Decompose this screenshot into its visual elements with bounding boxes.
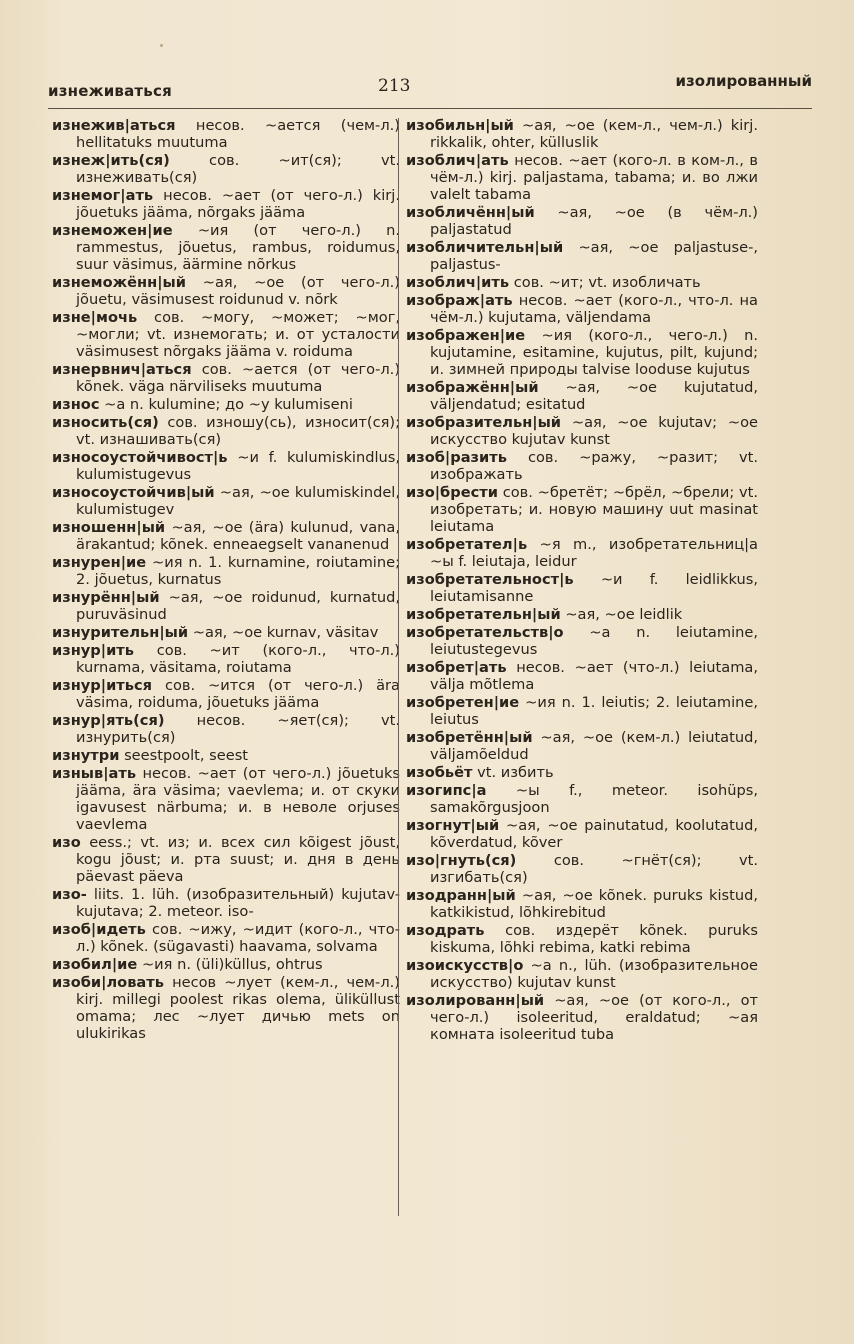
header-rule	[48, 108, 812, 109]
dictionary-entry	[406, 888, 758, 922]
entry-definition: ~ая, ~ое kujutatud, väljendatud; esitatud	[430, 378, 758, 413]
entry-definition: seestpoolt, seest	[124, 747, 249, 764]
dictionary-entry	[406, 415, 758, 449]
entry-definition: ~ая, ~ое paljastuse-, paljastus-	[430, 238, 758, 273]
entry-headword: изогипс|а	[406, 782, 487, 799]
entry-definition: сов. ~ражу, ~разит; vt. изображать	[430, 448, 759, 483]
entry-headword: изобьёт	[406, 763, 473, 781]
entry-definition: ~а n., lüh. (изобразительное искусство) kujutav kunst	[430, 957, 759, 991]
entry-headword: изнур|ить	[52, 642, 134, 659]
entry-headword: изо-	[52, 885, 87, 903]
entry-definition: ~ая, ~ое (от чего-л.) jõuetu, väsimusest roidunud v. nõrk	[76, 273, 401, 308]
entry-definition: сов. ~бретёт; ~брёл, ~брели; vt. изобретать; и. новую машину uut masinat leiutama	[430, 483, 759, 535]
entry-definition: ~ия n. 1. kurnamine, roiutamine; 2. jõuetus, kurnatus	[76, 553, 400, 588]
dictionary-entry	[406, 485, 758, 536]
dictionary-entry	[406, 730, 758, 764]
entry-definition: ~ая, ~ое kulumiskindel, kulumistugev	[76, 483, 401, 518]
dictionary-entry	[406, 293, 758, 327]
entry-headword: изобил|ие	[52, 955, 138, 973]
entry-headword: изобретённ|ый	[406, 728, 533, 746]
entry-headword: изнеможен|ие	[52, 222, 173, 239]
dictionary-entry	[406, 695, 758, 729]
entry-definition: сов. изношу(сь), износит(ся); vt. изнашивать(ся)	[76, 413, 400, 448]
entry-definition: ~а n. leiutamine, leiutustegevus	[430, 623, 758, 658]
entry-headword: износоустойчивост|ь	[52, 448, 228, 466]
entry-headword: изнемог|ать	[52, 187, 154, 204]
entry-headword: изображ|ать	[406, 292, 513, 309]
entry-definition: ~ия n. 1. leiutis; 2. leiutamine, leiutus	[430, 693, 759, 728]
entry-headword: изнурен|ие	[52, 553, 147, 571]
dictionary-entry	[406, 240, 758, 274]
page-header	[48, 72, 812, 106]
paper-speck	[160, 44, 163, 47]
dictionary-entry	[52, 555, 400, 589]
dictionary-entry	[52, 590, 400, 624]
page-number: 213	[378, 76, 411, 96]
dictionary-entry	[406, 993, 758, 1044]
entry-definition: ~ия n. (üli)küllus, ohtrus	[141, 955, 323, 973]
entry-headword: изобретательност|ь	[406, 570, 574, 588]
entry-definition: ~и f. leidlikkus, leiutamisanne	[430, 570, 758, 605]
entry-headword: изображен|ие	[406, 327, 526, 344]
entry-headword: изне|мочь	[52, 308, 138, 326]
dictionary-entry	[52, 520, 400, 554]
entry-headword: изнурительн|ый	[52, 623, 189, 641]
dictionary-entry	[52, 713, 400, 747]
entry-headword: износить(ся)	[52, 413, 159, 431]
dictionary-entry	[406, 625, 758, 659]
entry-headword: изоблич|ать	[406, 152, 509, 169]
dictionary-entry	[52, 223, 400, 274]
entry-definition: ~ая, ~ое roidunud, kurnatud, puruväsinud	[76, 588, 400, 623]
entry-headword: изо	[52, 833, 81, 851]
entry-definition: сов. ~ит(ся); vt. изнеживать(ся)	[76, 152, 401, 186]
dictionary-entry	[406, 607, 758, 624]
entry-definition: сов. ~ится (от чего-л.) ära väsima, roiduma, jõuetuks jääma	[76, 677, 400, 711]
entry-definition: ~ая, ~ое kurnav, väsitav	[192, 623, 379, 641]
dictionary-entry	[52, 310, 400, 361]
dictionary-entry	[52, 678, 400, 712]
entry-definition: ~я m., изобретательниц|а ~ы f. leiutaja, leidur	[430, 535, 758, 570]
entry-definition: ~ая, ~ое (от кого-л., от чего-л.) isoleeritud, eraldatud; ~ая комната isoleeritud tuba	[430, 992, 758, 1043]
entry-definition: ~ы f., meteor. isohüps, samakõrgusjoon	[430, 782, 758, 816]
dictionary-entry	[406, 537, 758, 571]
entry-headword: изодранн|ый	[406, 887, 516, 904]
entry-headword: изо|гнуть(ся)	[406, 852, 517, 869]
entry-definition: ~ия (кого-л., чего-л.) n. kujutamine, esitamine, kujutus, pilt, kujund; и. зимней природы talvise looduse kujutus	[430, 327, 759, 378]
dictionary-entry	[52, 275, 400, 309]
dictionary-entry	[406, 783, 758, 817]
dictionary-entry	[406, 572, 758, 606]
dictionary-entry	[52, 887, 400, 921]
entry-definition: ~ия (от чего-л.) n. rammestus, jõuetus, rambus, roidumus, suur väsimus, äärmine nõrkus	[76, 222, 401, 273]
entry-definition: ~ая, ~ое kujutav; ~ое искусство kujutav kunst	[430, 413, 758, 448]
entry-headword: изнежив|аться	[52, 117, 176, 134]
entry-headword: изобретательств|о	[406, 623, 564, 641]
entry-headword: изоби|ловать	[52, 973, 164, 991]
entry-headword: изныв|ать	[52, 765, 137, 783]
entry-headword: изнервнич|аться	[52, 360, 192, 378]
entry-definition: сов. ~ается (от чего-л.) kõnek. väga närviliseks muutuma	[76, 360, 401, 395]
entry-definition: ~ая, ~ое kõnek. puruks kistud, katkikistud, lõhkirebitud	[430, 887, 759, 921]
entry-definition: несов. ~яет(ся); vt. изнурить(ся)	[76, 712, 400, 746]
entry-headword: изнур|ять(ся)	[52, 712, 165, 729]
entry-headword: изнеможённ|ый	[52, 273, 186, 291]
left-column	[52, 118, 400, 1044]
dictionary-entry	[52, 922, 400, 956]
entry-headword: изобразительн|ый	[406, 413, 562, 431]
entry-definition: несов. ~ается (чем-л.) hellitatuks muutuma	[76, 117, 400, 151]
entry-headword: изолированн|ый	[406, 992, 545, 1009]
column-divider	[398, 118, 399, 1216]
entry-definition: несов. ~ает (что-л.) leiutama, välja mõtlema	[430, 658, 758, 693]
dictionary-entry	[52, 153, 400, 187]
entry-headword: изобрет|ать	[406, 658, 507, 676]
dictionary-entry	[52, 766, 400, 834]
entry-definition: несов ~лует (кем-л., чем-л.) kirj. millegi poolest rikas olema, üliküllust omama; лес ~лует дичью mets on ulukirikas	[76, 973, 400, 1042]
right-column	[406, 118, 758, 1045]
entry-definition: ~ая, ~ое leidlik	[565, 605, 683, 623]
entry-definition: сов. ~ижу, ~идит (кого-л., что-л.) kõnek. (sügavasti) haavama, solvama	[76, 920, 401, 955]
dictionary-entry	[52, 957, 400, 974]
entry-definition: несов. ~ает (кого-л. в ком-л., в чём-л.) kirj. paljastama, tabama; и. во лжи valelt tabama	[430, 152, 758, 203]
entry-headword: изогнут|ый	[406, 817, 500, 834]
dictionary-entry	[52, 975, 400, 1043]
entry-headword: изоб|идеть	[52, 920, 146, 938]
entry-headword: изоблич|ить	[406, 273, 510, 291]
entry-definition: ~ая, ~ое (кем-л.) leiutatud, väljamõeldud	[430, 728, 758, 763]
entry-definition: ~и f. kulumiskindlus, kulumistugevus	[76, 448, 401, 483]
entry-headword: изношенн|ый	[52, 518, 166, 536]
entry-headword: изнурённ|ый	[52, 588, 160, 606]
entry-headword: изо|брести	[406, 483, 498, 501]
entry-definition: несов. ~ает (от чего-л.) kirj. jõuetuks jääma, nõrgaks jääma	[76, 187, 400, 221]
entry-definition: сов. ~могу, ~может; ~мог, ~могли; vt. изнемогать; и. от усталости väsimusest nõrgaks jääma v. roiduma	[76, 308, 400, 360]
entry-definition: liits. 1. lüh. (изобразительный) kujutav- kujutava; 2. meteor. iso-	[76, 885, 401, 920]
dictionary-entry	[52, 188, 400, 222]
dictionary-entry	[406, 118, 758, 152]
entry-definition: несов. ~ает (от чего-л.) jõuetuks jääma, ära väsima; vaevlema; и. от скуки igavusest närbuma; и. в неволе orjuses vaevlema	[76, 765, 401, 833]
dictionary-entry	[52, 450, 400, 484]
entry-headword: изобретател|ь	[406, 535, 528, 553]
entry-definition: несов. ~ает (кого-л., что-л. на чём-л.) kujutama, väljendama	[430, 292, 759, 326]
entry-headword: износоустойчив|ый	[52, 483, 215, 501]
running-head-right: изолированный	[675, 72, 812, 90]
entry-headword: изобретательн|ый	[406, 605, 561, 623]
entry-headword: изобильн|ый	[406, 117, 514, 134]
entry-headword: изоб|разить	[406, 448, 507, 466]
dictionary-entry	[52, 643, 400, 677]
dictionary-entry	[52, 397, 400, 414]
dictionary-entry	[406, 765, 758, 782]
entry-definition: vt. избить	[477, 763, 554, 781]
entry-headword: изобличительн|ый	[406, 238, 564, 256]
entry-headword: изображённ|ый	[406, 378, 539, 396]
running-head-left: изнеживаться	[48, 82, 172, 100]
entry-definition: eess.; vt. из; и. всех сил kõigest jõust, kogu jõust; и. рта suust; и. дня в день päevast päeva	[76, 833, 401, 885]
entry-definition: сов. ~гнёт(ся); vt. изгибать(ся)	[430, 852, 758, 886]
dictionary-entry	[406, 328, 758, 379]
entry-definition: ~ая, ~ое (ära) kulunud, vana, ärakantud; kõnek. enneaegselt vananenud	[76, 518, 401, 553]
dictionary-entry	[406, 853, 758, 887]
dictionary-entry	[52, 835, 400, 886]
entry-headword: изобретен|ие	[406, 693, 520, 711]
dictionary-entry	[52, 748, 400, 765]
entry-headword: изнур|иться	[52, 677, 153, 694]
dictionary-entry	[52, 118, 400, 152]
entry-headword: изобличённ|ый	[406, 203, 535, 221]
entry-headword: изнеж|ить(ся)	[52, 152, 170, 169]
entry-definition: сов. ~ит (кого-л., что-л.) kurnama, väsitama, roiutama	[76, 642, 400, 676]
dictionary-entry	[406, 923, 758, 957]
dictionary-entry	[406, 660, 758, 694]
entry-headword: изоискусств|о	[406, 957, 524, 974]
dictionary-entry	[406, 275, 758, 292]
dictionary-entry	[406, 153, 758, 204]
dictionary-entry	[406, 958, 758, 992]
dictionary-entry	[52, 625, 400, 642]
entry-definition: сов. ~ит; vt. изобличать	[513, 273, 701, 291]
entry-headword: изодрать	[406, 922, 485, 939]
dictionary-entry	[406, 450, 758, 484]
entry-definition: ~ая, ~ое (кем-л., чем-л.) kirj. rikkalik, ohter, külluslik	[430, 117, 759, 151]
entry-definition: сов. издерёт kõnek. puruks kiskuma, lõhki rebima, katki rebima	[430, 922, 758, 956]
dictionary-entry	[406, 818, 758, 852]
entry-definition: ~ая, ~ое (в чём-л.) paljastatud	[430, 203, 758, 238]
entry-headword: изнутри	[52, 747, 120, 764]
entry-definition: ~ая, ~ое painutatud, koolutatud, kõverdatud, kõver	[430, 817, 758, 851]
dictionary-entry	[52, 485, 400, 519]
dictionary-entry	[406, 380, 758, 414]
dictionary-entry	[406, 205, 758, 239]
entry-definition: ~а n. kulumine; до ~у kulumiseni	[104, 395, 353, 413]
entry-headword: износ	[52, 395, 100, 413]
dictionary-entry	[52, 362, 400, 396]
dictionary-entry	[52, 415, 400, 449]
